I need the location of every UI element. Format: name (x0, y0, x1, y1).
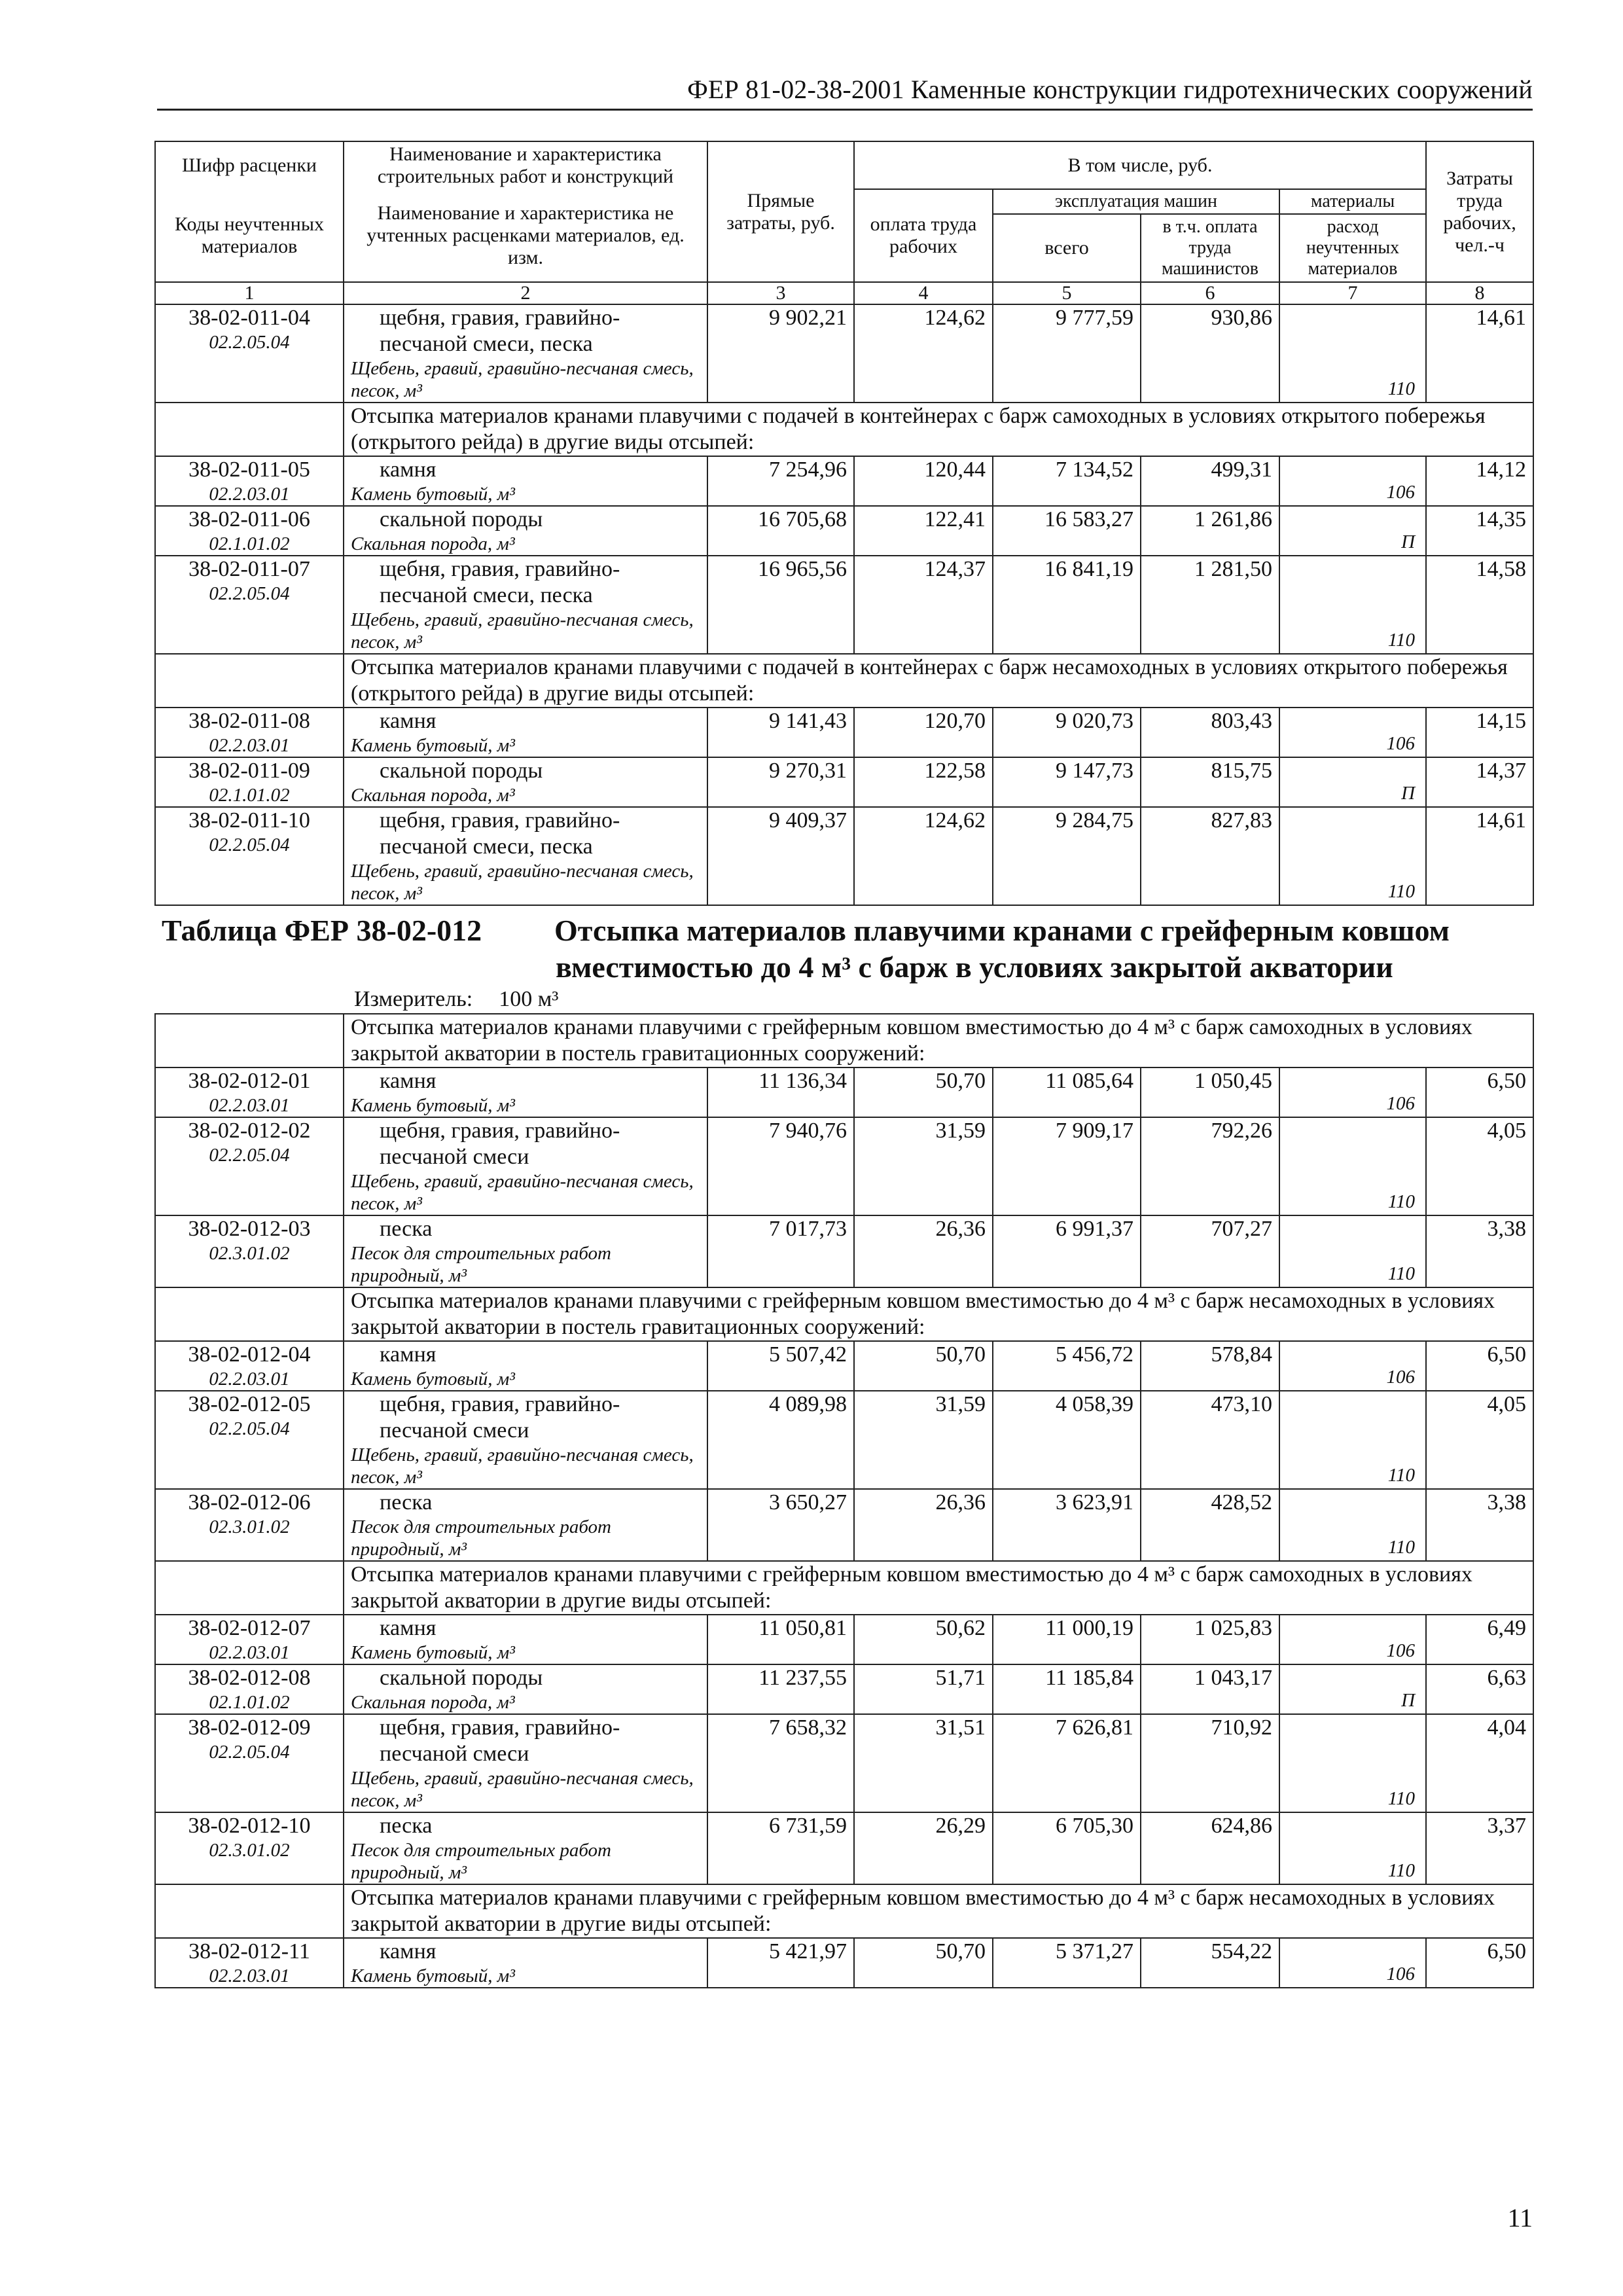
col-number: 8 (1426, 282, 1533, 304)
labor-pay: 120,44 (854, 456, 993, 506)
machines-total: 7 909,17 (993, 1117, 1141, 1215)
table-row (155, 1067, 1533, 1117)
machinists-pay: 1 050,45 (1141, 1067, 1279, 1117)
material-name: Камень бутовый, м³ (351, 735, 515, 756)
table-row (155, 1664, 1533, 1714)
th-name-top: Наименование и характеристика строительных работ и конструкций (344, 141, 707, 189)
material-consumption: 106 (1279, 1938, 1426, 1988)
table-row (155, 456, 1533, 506)
direct-cost: 11 050,81 (707, 1615, 854, 1664)
labor-hours: 4,05 (1426, 1117, 1533, 1215)
material-code: 02.2.03.01 (209, 484, 290, 505)
col-number: 1 (155, 282, 344, 304)
machinists-pay: 473,10 (1141, 1391, 1279, 1489)
material-consumption: П (1279, 506, 1426, 556)
direct-cost: 7 254,96 (707, 456, 854, 506)
work-name: песка (380, 1217, 433, 1241)
rate-code: 38-02-012-07 (188, 1616, 311, 1640)
material-consumption: 110 (1279, 807, 1426, 905)
labor-hours: 3,38 (1426, 1215, 1533, 1287)
col-number: 2 (344, 282, 707, 304)
table-title (155, 905, 1533, 1014)
material-name: Песок для строительных работ природный, м³ (351, 1840, 611, 1883)
section-spacer (155, 654, 344, 708)
labor-pay: 122,41 (854, 506, 993, 556)
work-name: скальной породы (380, 1666, 543, 1690)
material-name: Камень бутовый, м³ (351, 1642, 515, 1663)
work-name: щебня, гравия, гравийно-песчаной смеси (380, 1715, 620, 1766)
work-name: скальной породы (380, 507, 543, 531)
labor-pay: 120,70 (854, 708, 993, 757)
rate-code: 38-02-012-02 (188, 1119, 311, 1143)
direct-cost: 11 237,55 (707, 1664, 854, 1714)
labor-pay: 31,59 (854, 1391, 993, 1489)
machines-total: 9 020,73 (993, 708, 1141, 757)
work-name: камня (380, 709, 437, 733)
table-row (155, 1714, 1533, 1812)
material-name: Камень бутовый, м³ (351, 484, 515, 505)
section-heading: Отсыпка материалов кранами плавучими с подачей в контейнерах с барж несамоходных в условиях открытого побережья (открытого рейда) в другие виды отсыпей: (344, 654, 1533, 708)
name-cell (344, 1714, 707, 1812)
machinists-pay: 803,43 (1141, 708, 1279, 757)
machinists-pay: 1 281,50 (1141, 556, 1279, 654)
table-row (155, 1812, 1533, 1884)
material-code: 02.2.05.04 (209, 1145, 290, 1166)
material-name: Щебень, гравий, гравийно-песчаная смесь, песок, м³ (351, 1171, 694, 1214)
table-row (155, 1341, 1533, 1391)
name-cell (344, 456, 707, 506)
table-title-text: Отсыпка материалов плавучими кранами с грейферным ковшом (554, 914, 1450, 947)
material-code: 02.3.01.02 (209, 1243, 290, 1264)
material-consumption: 106 (1279, 1615, 1426, 1664)
material-consumption: 106 (1279, 1067, 1426, 1117)
code-cell (155, 1615, 344, 1664)
material-consumption: 110 (1279, 1489, 1426, 1561)
rate-code: 38-02-011-08 (188, 709, 310, 733)
material-consumption: 110 (1279, 1215, 1426, 1287)
rate-code: 38-02-011-07 (188, 557, 310, 581)
code-cell (155, 1664, 344, 1714)
material-name: Камень бутовый, м³ (351, 1095, 515, 1116)
code-cell (155, 1067, 344, 1117)
material-consumption: 106 (1279, 1341, 1426, 1391)
th-incl: В том числе, руб. (854, 141, 1426, 189)
work-name: щебня, гравия, гравийно-песчаной смеси, песка (380, 557, 620, 607)
direct-cost: 9 270,31 (707, 757, 854, 807)
material-code: 02.2.05.04 (209, 332, 290, 353)
direct-cost: 7 940,76 (707, 1117, 854, 1215)
th-hours: Затраты труда рабочих, чел.-ч (1426, 141, 1533, 282)
table-row (155, 708, 1533, 757)
code-cell (155, 1812, 344, 1884)
section-row (155, 1561, 1533, 1615)
machines-total: 9 777,59 (993, 304, 1141, 403)
direct-cost: 5 421,97 (707, 1938, 854, 1988)
machinists-pay: 1 025,83 (1141, 1615, 1279, 1664)
labor-pay: 51,71 (854, 1664, 993, 1714)
name-cell (344, 757, 707, 807)
section-spacer (155, 1287, 344, 1341)
work-name: щебня, гравия, гравийно-песчаной смеси, песка (380, 808, 620, 859)
labor-pay: 31,51 (854, 1714, 993, 1812)
measure-label: Измеритель: (354, 987, 473, 1011)
labor-pay: 50,70 (854, 1341, 993, 1391)
material-code: 02.2.05.04 (209, 583, 290, 604)
machines-total: 4 058,39 (993, 1391, 1141, 1489)
direct-cost: 6 731,59 (707, 1812, 854, 1884)
work-name: камня (380, 457, 437, 482)
machinists-pay: 792,26 (1141, 1117, 1279, 1215)
machinists-pay: 1 043,17 (1141, 1664, 1279, 1714)
machines-total: 5 371,27 (993, 1938, 1141, 1988)
name-cell (344, 1341, 707, 1391)
table-row (155, 1938, 1533, 1988)
direct-cost: 7 017,73 (707, 1215, 854, 1287)
table-row (155, 506, 1533, 556)
material-consumption: П (1279, 1664, 1426, 1714)
material-consumption: 110 (1279, 1714, 1426, 1812)
col-number: 6 (1141, 282, 1279, 304)
work-name: камня (380, 1616, 437, 1640)
labor-hours: 14,61 (1426, 304, 1533, 403)
table-body (155, 304, 1533, 1988)
work-name: камня (380, 1069, 437, 1093)
material-name: Скальная порода, м³ (351, 533, 515, 554)
section-heading: Отсыпка материалов кранами плавучими с грейферным ковшом вместимостью до 4 м³ с барж несамоходных в условиях закрытой акватории в постель гравитационных сооружений: (344, 1287, 1533, 1341)
material-consumption: 110 (1279, 304, 1426, 403)
section-row (155, 403, 1533, 456)
code-cell (155, 304, 344, 403)
machines-total: 7 626,81 (993, 1714, 1141, 1812)
labor-hours: 14,58 (1426, 556, 1533, 654)
work-name: камня (380, 1342, 437, 1367)
labor-pay: 50,70 (854, 1938, 993, 1988)
measure-value: 100 м³ (499, 987, 559, 1011)
th-direct: Прямые затраты, руб. (707, 141, 854, 282)
direct-cost: 11 136,34 (707, 1067, 854, 1117)
machines-total: 3 623,91 (993, 1489, 1141, 1561)
code-cell (155, 757, 344, 807)
section-row (155, 1014, 1533, 1067)
material-name: Песок для строительных работ природный, м³ (351, 1516, 611, 1560)
table-title-line1 (162, 912, 1527, 949)
machines-total: 9 147,73 (993, 757, 1141, 807)
labor-hours: 14,35 (1426, 506, 1533, 556)
material-name: Щебень, гравий, гравийно-песчаная смесь, песок, м³ (351, 1444, 694, 1488)
section-row (155, 654, 1533, 708)
material-consumption: 110 (1279, 1812, 1426, 1884)
labor-hours: 14,37 (1426, 757, 1533, 807)
machines-total: 11 185,84 (993, 1664, 1141, 1714)
machines-total: 6 991,37 (993, 1215, 1141, 1287)
rate-code: 38-02-011-09 (188, 759, 310, 783)
section-spacer (155, 1014, 344, 1067)
col-number: 3 (707, 282, 854, 304)
machinists-pay: 499,31 (1141, 456, 1279, 506)
labor-pay: 26,36 (854, 1215, 993, 1287)
rates-table (154, 141, 1534, 1988)
machinists-pay: 624,86 (1141, 1812, 1279, 1884)
th-name-bottom: Наименование и характеристика не учтенных расценками материалов, ед. изм. (344, 189, 707, 282)
direct-cost: 9 141,43 (707, 708, 854, 757)
code-cell (155, 1489, 344, 1561)
direct-cost: 16 705,68 (707, 506, 854, 556)
machines-total: 6 705,30 (993, 1812, 1141, 1884)
rate-code: 38-02-012-03 (188, 1217, 311, 1241)
labor-hours: 6,63 (1426, 1664, 1533, 1714)
code-cell (155, 1714, 344, 1812)
material-name: Камень бутовый, м³ (351, 1369, 515, 1390)
machinists-pay: 428,52 (1141, 1489, 1279, 1561)
work-name: щебня, гравия, гравийно-песчаной смеси, песка (380, 306, 620, 356)
material-name: Щебень, гравий, гравийно-песчаная смесь, песок, м³ (351, 609, 694, 653)
labor-hours: 3,38 (1426, 1489, 1533, 1561)
page-number: 11 (1507, 2203, 1533, 2233)
work-name: щебня, гравия, гравийно-песчаной смеси (380, 1392, 620, 1443)
code-cell (155, 456, 344, 506)
machinists-pay: 578,84 (1141, 1341, 1279, 1391)
machinists-pay: 815,75 (1141, 757, 1279, 807)
table-row (155, 757, 1533, 807)
rate-code: 38-02-012-11 (188, 1939, 310, 1964)
labor-pay: 50,62 (854, 1615, 993, 1664)
name-cell (344, 1812, 707, 1884)
labor-hours: 14,12 (1426, 456, 1533, 506)
name-cell (344, 1664, 707, 1714)
work-name: скальной породы (380, 759, 543, 783)
section-spacer (155, 1884, 344, 1938)
table-row (155, 807, 1533, 905)
name-cell (344, 556, 707, 654)
direct-cost: 9 902,21 (707, 304, 854, 403)
code-cell (155, 1391, 344, 1489)
work-name: камня (380, 1939, 437, 1964)
name-cell (344, 506, 707, 556)
name-cell (344, 304, 707, 403)
labor-pay: 124,62 (854, 807, 993, 905)
material-name: Щебень, гравий, гравийно-песчаная смесь, песок, м³ (351, 358, 694, 401)
material-code: 02.2.03.01 (209, 735, 290, 756)
material-consumption: 106 (1279, 456, 1426, 506)
measure (162, 986, 1527, 1013)
code-cell (155, 1938, 344, 1988)
material-code: 02.1.01.02 (209, 785, 290, 806)
labor-hours: 14,15 (1426, 708, 1533, 757)
code-cell (155, 708, 344, 757)
direct-cost: 7 658,32 (707, 1714, 854, 1812)
th-materials: материалы (1279, 189, 1426, 214)
material-name: Щебень, гравий, гравийно-песчаная смесь, песок, м³ (351, 861, 694, 904)
material-code: 02.2.05.04 (209, 1418, 290, 1439)
rate-code: 38-02-011-06 (188, 507, 310, 531)
labor-hours: 6,49 (1426, 1615, 1533, 1664)
code-cell (155, 506, 344, 556)
material-code: 02.3.01.02 (209, 1840, 290, 1861)
page-header-title: ФЕР 81-02-38-2001 Каменные конструкции гидротехнических сооружений (687, 75, 1533, 104)
direct-cost: 4 089,98 (707, 1391, 854, 1489)
name-cell (344, 1938, 707, 1988)
table-title-line2: вместимостью до 4 м³ с барж в условиях закрытой акватории (556, 950, 1393, 984)
table-row (155, 304, 1533, 403)
material-name: Камень бутовый, м³ (351, 1965, 515, 1986)
table-row (155, 1391, 1533, 1489)
labor-hours: 3,37 (1426, 1812, 1533, 1884)
material-code: 02.2.03.01 (209, 1095, 290, 1116)
rate-code: 38-02-011-04 (188, 306, 310, 330)
table-row (155, 1489, 1533, 1561)
th-machines-total: всего (993, 214, 1141, 282)
machinists-pay: 707,27 (1141, 1215, 1279, 1287)
direct-cost: 9 409,37 (707, 807, 854, 905)
code-cell (155, 807, 344, 905)
table-row (155, 556, 1533, 654)
table-row (155, 1117, 1533, 1215)
machines-total: 11 085,64 (993, 1067, 1141, 1117)
material-consumption: 110 (1279, 1117, 1426, 1215)
name-cell (344, 1615, 707, 1664)
material-code: 02.2.03.01 (209, 1965, 290, 1986)
direct-cost: 16 965,56 (707, 556, 854, 654)
machines-total: 16 583,27 (993, 506, 1141, 556)
labor-pay: 122,58 (854, 757, 993, 807)
labor-hours: 6,50 (1426, 1938, 1533, 1988)
th-materials-sub: расход неучтенных материалов (1279, 214, 1426, 282)
th-machinists: в т.ч. оплата труда машинистов (1141, 214, 1279, 282)
table-row (155, 1615, 1533, 1664)
name-cell (344, 1489, 707, 1561)
labor-pay: 124,37 (854, 556, 993, 654)
material-code: 02.2.05.04 (209, 1742, 290, 1763)
name-cell (344, 1067, 707, 1117)
machines-total: 5 456,72 (993, 1341, 1141, 1391)
code-cell (155, 1341, 344, 1391)
labor-hours: 6,50 (1426, 1341, 1533, 1391)
name-cell (344, 708, 707, 757)
material-code: 02.2.05.04 (209, 834, 290, 855)
name-cell (344, 807, 707, 905)
rate-code: 38-02-012-01 (188, 1069, 311, 1093)
material-code: 02.3.01.02 (209, 1516, 290, 1537)
material-code: 02.2.03.01 (209, 1642, 290, 1663)
th-code-top: Шифр расценки (155, 141, 344, 189)
machines-total: 9 284,75 (993, 807, 1141, 905)
labor-hours: 14,61 (1426, 807, 1533, 905)
work-name: песка (380, 1814, 433, 1838)
header-rule (157, 109, 1533, 111)
material-consumption: 110 (1279, 1391, 1426, 1489)
code-cell (155, 556, 344, 654)
rate-code: 38-02-012-05 (188, 1392, 311, 1416)
labor-hours: 6,50 (1426, 1067, 1533, 1117)
section-spacer (155, 1561, 344, 1615)
material-name: Щебень, гравий, гравийно-песчаная смесь, песок, м³ (351, 1768, 694, 1811)
th-code-bottom: Коды неучтенных материалов (155, 189, 344, 282)
section-heading: Отсыпка материалов кранами плавучими с грейферным ковшом вместимостью до 4 м³ с барж самоходных в условиях закрытой акватории в постель гравитационных сооружений: (344, 1014, 1533, 1067)
machines-total: 16 841,19 (993, 556, 1141, 654)
rate-code: 38-02-012-04 (188, 1342, 311, 1367)
machines-total: 11 000,19 (993, 1615, 1141, 1664)
material-consumption: 106 (1279, 708, 1426, 757)
machinists-pay: 1 261,86 (1141, 506, 1279, 556)
material-code: 02.2.03.01 (209, 1369, 290, 1390)
labor-hours: 4,05 (1426, 1391, 1533, 1489)
rate-code: 38-02-012-10 (188, 1814, 311, 1838)
direct-cost: 5 507,42 (707, 1341, 854, 1391)
material-name: Скальная порода, м³ (351, 1692, 515, 1713)
name-cell (344, 1117, 707, 1215)
material-consumption: П (1279, 757, 1426, 807)
labor-pay: 26,36 (854, 1489, 993, 1561)
section-row (155, 1884, 1533, 1938)
name-cell (344, 1215, 707, 1287)
machinists-pay: 930,86 (1141, 304, 1279, 403)
rate-code: 38-02-012-06 (188, 1490, 311, 1515)
rate-code: 38-02-011-10 (188, 808, 310, 833)
rate-code: 38-02-012-08 (188, 1666, 311, 1690)
name-cell (344, 1391, 707, 1489)
table-code: Таблица ФЕР 38-02-012 (162, 914, 482, 947)
section-spacer (155, 403, 344, 456)
section-row (155, 1287, 1533, 1341)
th-machines: эксплуатация машин (993, 189, 1279, 214)
machinists-pay: 710,92 (1141, 1714, 1279, 1812)
table-row (155, 1215, 1533, 1287)
col-number: 7 (1279, 282, 1426, 304)
labor-pay: 50,70 (854, 1067, 993, 1117)
labor-hours: 4,04 (1426, 1714, 1533, 1812)
material-code: 02.1.01.02 (209, 1692, 290, 1713)
table-title-row (155, 905, 1533, 1014)
work-name: щебня, гравия, гравийно-песчаной смеси (380, 1119, 620, 1169)
th-labor-pay: оплата труда рабочих (854, 189, 993, 282)
labor-pay: 31,59 (854, 1117, 993, 1215)
code-cell (155, 1215, 344, 1287)
labor-pay: 124,62 (854, 304, 993, 403)
col-number: 5 (993, 282, 1141, 304)
material-name: Скальная порода, м³ (351, 785, 515, 806)
section-heading: Отсыпка материалов кранами плавучими с подачей в контейнерах с барж самоходных в условиях открытого побережья (открытого рейда) в другие виды отсыпей: (344, 403, 1533, 456)
machinists-pay: 827,83 (1141, 807, 1279, 905)
material-code: 02.1.01.02 (209, 533, 290, 554)
table-header (155, 141, 1533, 304)
machines-total: 7 134,52 (993, 456, 1141, 506)
labor-pay: 26,29 (854, 1812, 993, 1884)
material-consumption: 110 (1279, 556, 1426, 654)
direct-cost: 3 650,27 (707, 1489, 854, 1561)
rate-code: 38-02-011-05 (188, 457, 310, 482)
rate-code: 38-02-012-09 (188, 1715, 311, 1740)
material-name: Песок для строительных работ природный, м³ (351, 1243, 611, 1286)
section-heading: Отсыпка материалов кранами плавучими с грейферным ковшом вместимостью до 4 м³ с барж несамоходных в условиях закрытой акватории в другие виды отсыпей: (344, 1884, 1533, 1938)
work-name: песка (380, 1490, 433, 1515)
section-heading: Отсыпка материалов кранами плавучими с грейферным ковшом вместимостью до 4 м³ с барж самоходных в условиях закрытой акватории в другие виды отсыпей: (344, 1561, 1533, 1615)
col-number: 4 (854, 282, 993, 304)
machinists-pay: 554,22 (1141, 1938, 1279, 1988)
code-cell (155, 1117, 344, 1215)
